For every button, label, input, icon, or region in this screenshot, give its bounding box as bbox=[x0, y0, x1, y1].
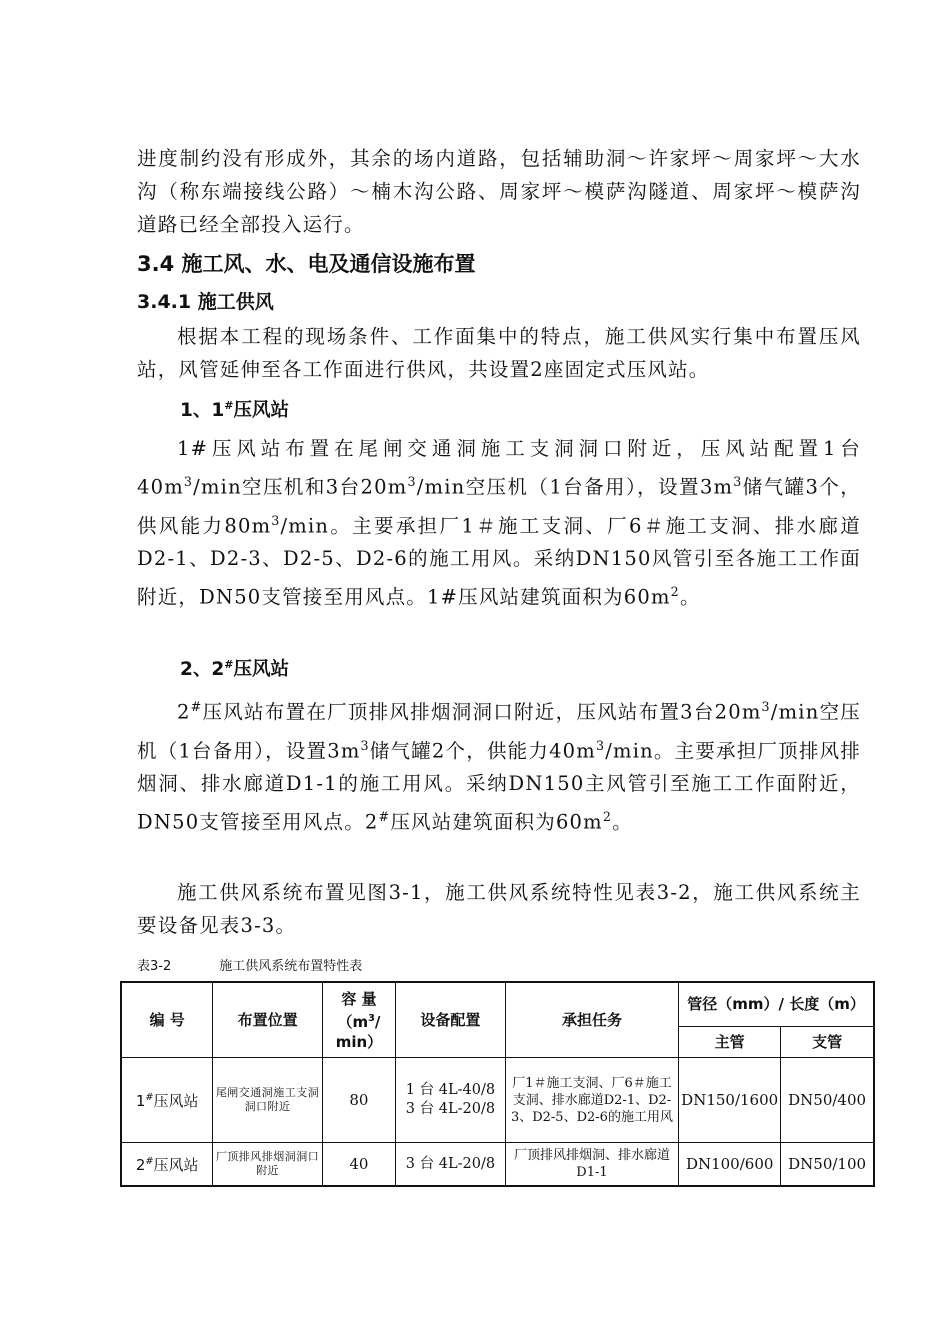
supply-overview-paragraph: 根据本工程的现场条件、工作面集中的特点，施工供风实行集中布置压风站，风管延伸至各工作面进行供风，共设置2座固定式压风站。 bbox=[137, 325, 861, 381]
header-location: 布置位置 bbox=[213, 982, 322, 1058]
row2-equipment: 3 台 4L-20/8 bbox=[396, 1143, 506, 1187]
row2-capacity: 40 bbox=[322, 1143, 395, 1187]
row2-branch-pipe: DN50/100 bbox=[781, 1143, 874, 1187]
row1-task: 厂1＃施工支洞、厂6＃施工支洞、排水廊道D2-1、D2-3、D2-5、D2-6的施工用风 bbox=[505, 1058, 678, 1143]
air-supply-spec-table bbox=[120, 981, 875, 1187]
header-task: 承担任务 bbox=[505, 982, 678, 1058]
station-1-heading: 1、1#压风站 bbox=[180, 398, 289, 421]
row2-id: 2#压风站 bbox=[121, 1143, 213, 1187]
header-equipment: 设备配置 bbox=[396, 982, 506, 1058]
row1-id: 1#压风站 bbox=[121, 1058, 213, 1143]
table-header-row bbox=[121, 982, 874, 1026]
references-paragraph: 施工供风系统布置见图3-1，施工供风系统特性见表3-2，施工供风系统主要设备见表3-3。 bbox=[137, 881, 861, 937]
row1-equipment: 1 台 4L-40/8 3 台 4L-20/8 bbox=[396, 1058, 506, 1143]
table-number: 表3-2 bbox=[137, 959, 172, 974]
station-1-paragraph: 1#压风站布置在尾闸交通洞施工支洞洞口附近，压风站配置1台$40m^3/\min$空压机和3台$20m^3/\min$空压机（1台备用），设置$3m^3$储气罐3个，供风能力$80m^3/\min$。主要承担厂1＃施工支洞、厂6＃施工支洞、排水廊道D2-1、D2-3、D2-5、D2-6的施工用风。采纳DN150风管引至各施工工作面附近，DN50支管接至用风点。1#压风站建筑面积为$60m^2$。 bbox=[137, 437, 862, 609]
row1-capacity: 80 bbox=[322, 1058, 395, 1143]
section-heading-3-4-1: 3.4.1 施工供风 bbox=[137, 291, 274, 313]
station-2-heading: 2、2#压风站 bbox=[180, 657, 289, 680]
table-row bbox=[121, 1058, 874, 1143]
row2-main-pipe: DN100/600 bbox=[679, 1143, 781, 1187]
table-title: 施工供风系统布置特性表 bbox=[219, 959, 363, 974]
row2-location: 厂顶排风排烟洞洞口附近 bbox=[213, 1143, 322, 1187]
header-capacity: 容 量（$m^3/$ min） bbox=[322, 982, 395, 1058]
station-2-paragraph: 2#压风站布置在厂顶排风排烟洞洞口附近，压风站布置3台$20m^3/\min$空压机（1台备用），设置$3m^3$储气罐2个，供能力$40m^3/\min$。主要承担厂顶排风排烟洞、排水廊道D1-1的施工用风。采纳DN150主风管引至施工工作面附近，DN50支管接至用风点。2#压风站建筑面积为$60m^2$。 bbox=[137, 699, 861, 834]
header-main-pipe: 主管 bbox=[679, 1026, 781, 1057]
row1-main-pipe: DN150/1600 bbox=[679, 1058, 781, 1143]
section-heading-3-4: 3.4 施工风、水、电及通信设施布置 bbox=[137, 252, 476, 276]
row1-branch-pipe: DN50/400 bbox=[781, 1058, 874, 1143]
table-caption bbox=[137, 955, 362, 974]
row1-location: 尾闸交通洞施工支洞洞口附近 bbox=[213, 1058, 322, 1143]
intro-paragraph: 进度制约没有形成外，其余的场内道路，包括辅助洞～许家坪～周家坪～大水沟（称东端接线公路）～楠木沟公路、周家坪～模萨沟隧道、周家坪～模萨沟道路已经全部投入运行。 bbox=[137, 147, 861, 236]
header-pipe: 管径（mm）/ 长度（m） bbox=[679, 982, 874, 1026]
header-branch-pipe: 支管 bbox=[781, 1026, 874, 1057]
row2-task: 厂顶排风排烟洞、排水廊道D1-1 bbox=[505, 1143, 678, 1187]
header-id: 编 号 bbox=[121, 982, 213, 1058]
table-row bbox=[121, 1143, 874, 1187]
